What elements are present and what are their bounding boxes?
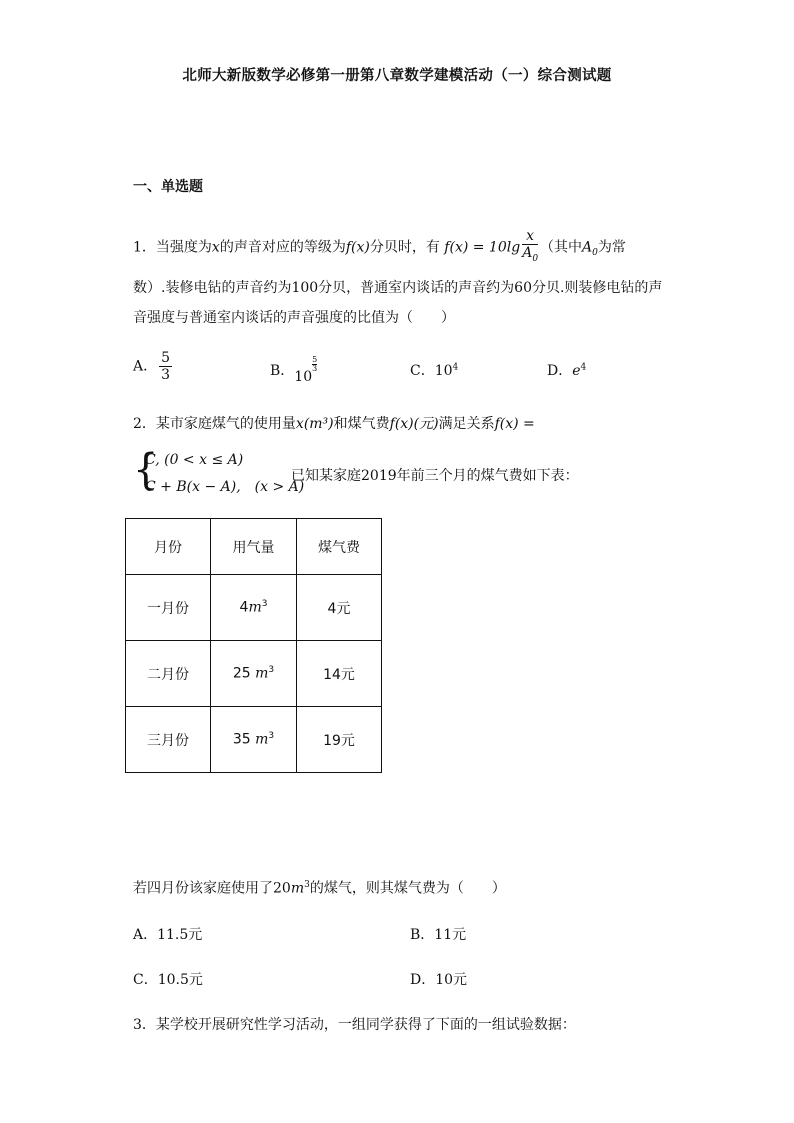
- table-cell-fee: 19元: [297, 707, 382, 773]
- q1-a0-sub: 0: [592, 248, 598, 259]
- q2-text: 满足关系: [438, 416, 495, 432]
- q1-option-a[interactable]: [133, 350, 174, 383]
- qty-value: 25: [232, 665, 251, 682]
- q1-option-b[interactable]: [270, 355, 318, 385]
- table-cell-qty: [211, 707, 297, 773]
- qty-unit-exp: 3: [261, 599, 268, 610]
- q2-option-d[interactable]: D．10元: [410, 972, 468, 988]
- table-cell-qty: [211, 641, 297, 707]
- qty-value: 35: [232, 731, 251, 748]
- qty-unit: m: [255, 731, 269, 748]
- q1-text: 分贝时，有: [369, 239, 440, 256]
- q1-line3: 音强度与普通室内谈话的声音强度的比值为（ ）: [133, 310, 455, 326]
- qty-unit: m: [255, 665, 269, 682]
- table-header: 月份: [126, 519, 211, 575]
- q1-option-d[interactable]: [547, 360, 586, 380]
- q1-text: 为常: [597, 239, 626, 256]
- option-label: C．: [410, 363, 435, 379]
- brace-icon: {: [133, 445, 159, 495]
- table-row: [126, 707, 382, 773]
- q2-case2: C + B(x − A), (x > A): [145, 479, 305, 495]
- power-base: 10: [434, 363, 453, 379]
- q1-frac-den-base: A: [522, 245, 533, 261]
- q2-option-a[interactable]: A．11.5元: [133, 927, 203, 943]
- option-label: A．: [133, 358, 158, 375]
- table-row: [126, 575, 382, 641]
- gas-fee-table: [125, 518, 382, 773]
- power-exponent: 4: [580, 362, 587, 373]
- qty-value: 4: [239, 599, 249, 616]
- q1-text: 的声音对应的等级为: [219, 239, 346, 256]
- qty-unit: m: [248, 599, 262, 616]
- power-base: 10: [294, 369, 313, 385]
- q1-frac-den-sub: 0: [532, 253, 539, 264]
- q1-frac-num: x: [522, 228, 538, 245]
- q2-line1: [133, 414, 535, 434]
- exp-den: 3: [312, 364, 318, 373]
- q1-formula-lhs: f(x) = 10lg: [444, 239, 521, 256]
- table-cell-month: 二月份: [126, 641, 211, 707]
- power-exponent-frac: [312, 356, 317, 373]
- q1-text: 1．当强度为: [133, 239, 212, 256]
- table-cell-fee: 4元: [297, 575, 382, 641]
- frac-den: 3: [161, 367, 171, 383]
- table-cell-month: 一月份: [126, 575, 211, 641]
- option-label: B．: [270, 363, 295, 379]
- q1-option-c[interactable]: [410, 360, 458, 380]
- qty-unit-exp: 3: [268, 731, 275, 742]
- q2-text: 的煤气，则其煤气费为（ ）: [309, 880, 506, 897]
- table-cell-fee: 14元: [297, 641, 382, 707]
- table-row: [126, 641, 382, 707]
- q2-option-c[interactable]: C．10.5元: [133, 972, 203, 988]
- q2-fee: f(x)(元): [389, 416, 439, 432]
- q2-question: [133, 875, 506, 899]
- q2-text: 2．某市家庭煤气的使用量: [133, 416, 296, 432]
- power-exponent: 4: [452, 362, 459, 373]
- q1-line1: [133, 228, 626, 267]
- q1-option-a-frac: [159, 350, 172, 383]
- q1-line2: 数）.装修电钻的声音约为100分贝，普通室内谈话的声音约为60分贝.则装修电钻的声: [133, 280, 663, 296]
- q2-case1: C, (0 < x ≤ A): [145, 452, 244, 468]
- exp-num: 5: [312, 355, 318, 364]
- q2-line2: 已知某家庭2019年前三个月的煤气费如下表：: [291, 468, 579, 484]
- q1-fraction: [522, 228, 538, 267]
- table-header-row: [126, 519, 382, 575]
- q1-frac-den: [522, 245, 538, 267]
- q1-var-x: x: [211, 239, 220, 256]
- q1-fx: f(x): [345, 239, 370, 256]
- q3-line1: 3．某学校开展研究性学习活动，一组同学获得了下面的一组试验数据：: [133, 1017, 576, 1033]
- frac-num: 5: [161, 350, 171, 366]
- table-cell-qty: [211, 575, 297, 641]
- q2-usage: x(m³): [295, 416, 334, 432]
- table-header: 煤气费: [297, 519, 382, 575]
- q2-text: 若四月份该家庭使用了: [133, 880, 273, 897]
- table-cell-month: 三月份: [126, 707, 211, 773]
- table-header: 用气量: [211, 519, 297, 575]
- q2-question-qty: 20: [273, 880, 291, 897]
- q2-question-unit: m: [290, 880, 305, 897]
- q2-option-b[interactable]: B．11元: [410, 927, 467, 943]
- power-base: e: [572, 363, 581, 379]
- q2-question-unit-exp: 3: [304, 880, 310, 890]
- q2-text: 和煤气费: [333, 416, 390, 432]
- qty-unit-exp: 3: [268, 665, 275, 676]
- q1-text: （其中: [540, 239, 583, 256]
- q2-fx-eq: f(x) =: [494, 416, 535, 432]
- page-title: 北师大新版数学必修第一册第八章数学建模活动（一）综合测试题: [182, 68, 612, 84]
- q1-a0: A: [582, 239, 593, 256]
- section-heading: 一、单选题: [133, 179, 203, 195]
- option-label: D．: [547, 363, 573, 379]
